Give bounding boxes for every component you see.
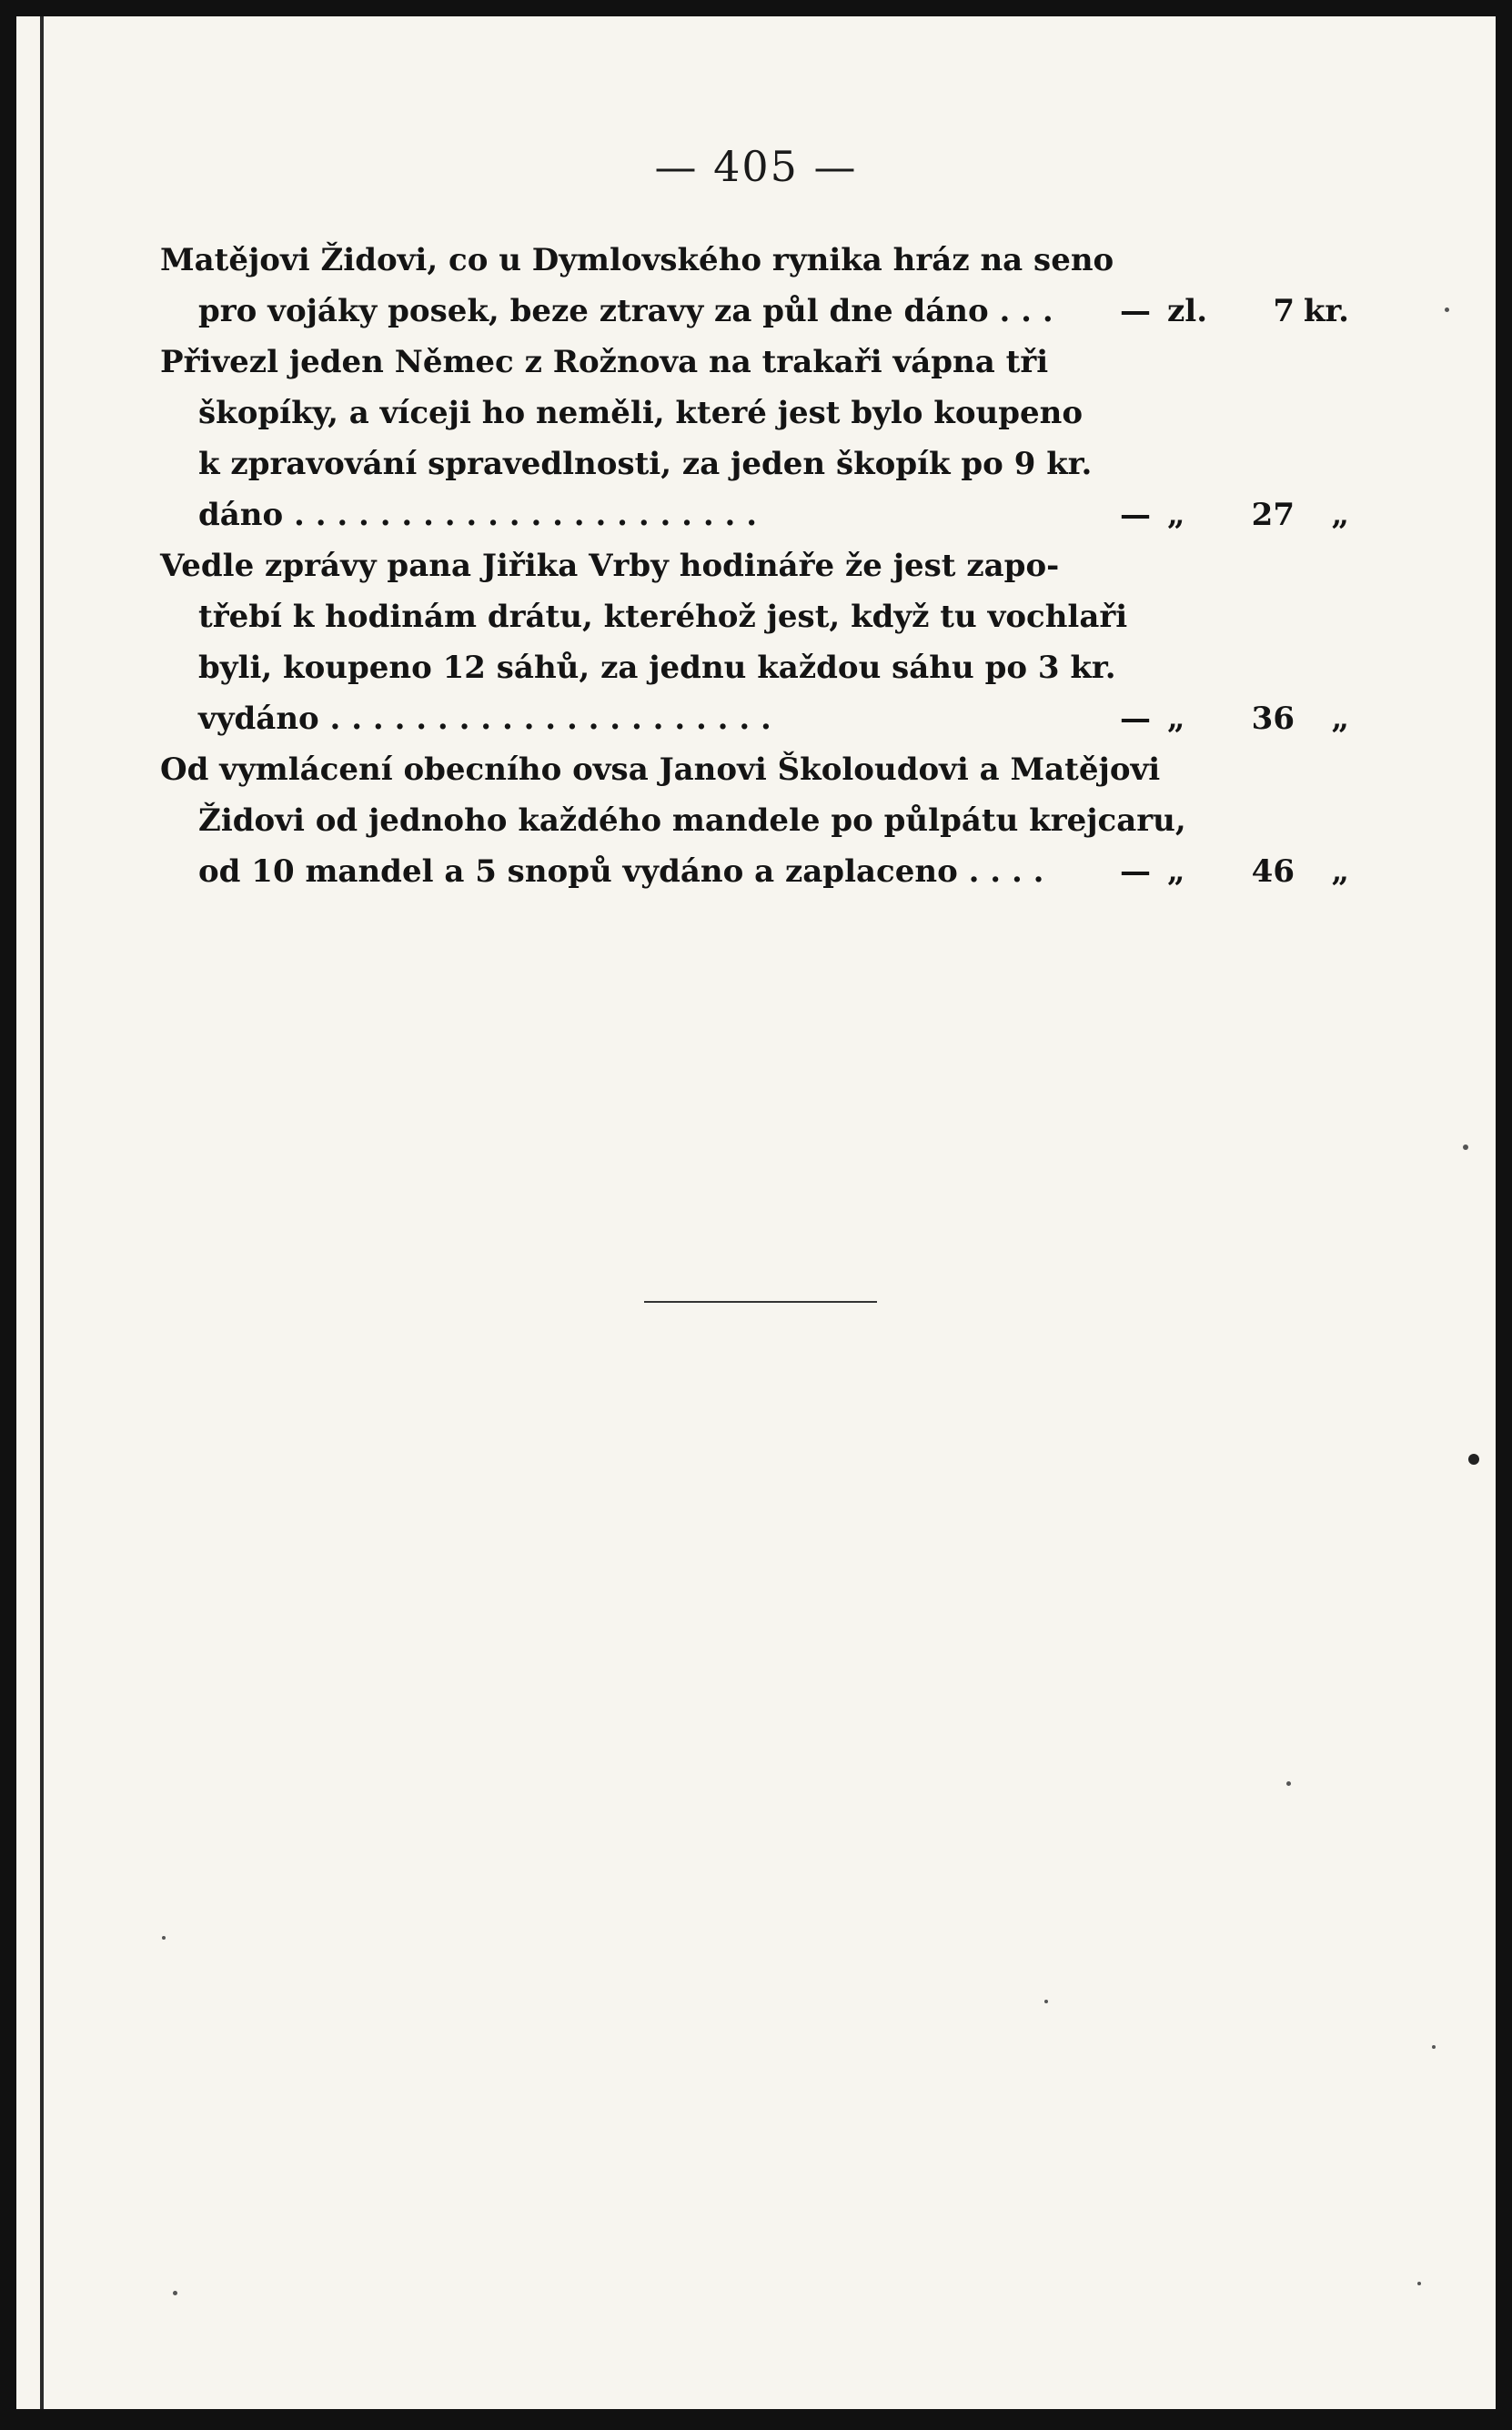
- page-number: — 405 —: [654, 142, 858, 191]
- ledger-line-text: vydáno . . . . . . . . . . . . . . . . . . . . .: [198, 701, 771, 737]
- amount-dash: —: [1120, 497, 1151, 533]
- ledger-line-text: byli, koupeno 12 sáhů, za jednu každou sáhu po 3 kr.: [198, 650, 1116, 686]
- amount-dash: —: [1120, 701, 1151, 737]
- amount-unit-suffix: „: [1331, 497, 1349, 533]
- ledger-amount: [1120, 693, 1349, 744]
- section-rule: [644, 1301, 877, 1303]
- scan-speck: [1468, 1454, 1479, 1465]
- ledger-line-text: dáno . . . . . . . . . . . . . . . . . . . . . .: [198, 497, 758, 533]
- scan-speck: [162, 1936, 166, 1940]
- ledger-line: [160, 642, 1343, 693]
- scan-speck: [1286, 1781, 1291, 1786]
- ledger-line-text: k zpravování spravedlnosti, za jeden škopík po 9 kr.: [198, 446, 1093, 482]
- ledger-amount: [1120, 489, 1349, 540]
- amount-value: 46: [1251, 853, 1295, 890]
- ledger-line: [160, 744, 1343, 795]
- ledger-line: [160, 439, 1343, 489]
- ledger-line-text: škopíky, a víceji ho neměli, které jest bylo koupeno: [198, 395, 1084, 431]
- amount-dash: —: [1120, 293, 1151, 329]
- ledger-line-text: pro vojáky posek, beze ztravy za půl dne dáno . . .: [198, 293, 1053, 329]
- ledger-line-text: třebí k hodinám drátu, kteréhož jest, když tu vochlaři: [198, 599, 1128, 635]
- amount-value: 27: [1251, 497, 1295, 533]
- amount-value: 7: [1273, 293, 1295, 329]
- amount-unit-prefix: zl.: [1167, 293, 1208, 329]
- scan-speck: [1044, 2000, 1048, 2003]
- page-edge-shadow: [40, 16, 44, 2409]
- amount-unit-suffix: „: [1331, 853, 1349, 890]
- ledger-line: [160, 846, 1349, 897]
- scan-speck: [173, 2291, 177, 2295]
- amount-unit-prefix: „: [1167, 701, 1185, 737]
- ledger-line: [160, 388, 1343, 439]
- ledger-line: [160, 235, 1343, 286]
- scan-speck: [1445, 308, 1449, 312]
- ledger-line-text: Od vymlácení obecního ovsa Janovi Školoudovi a Matějovi: [160, 751, 1161, 788]
- ledger-line-text: Vedle zprávy pana Jiřika Vrby hodináře že jest zapo-: [160, 548, 1060, 584]
- scan-speck: [1463, 1144, 1468, 1150]
- ledger-amount: [1120, 846, 1349, 897]
- ledger-line: [160, 693, 1349, 744]
- scan-speck: [1432, 2045, 1436, 2049]
- ledger-line-text: od 10 mandel a 5 snopů vydáno a zaplaceno . . . .: [198, 853, 1044, 890]
- amount-value: 36: [1251, 701, 1295, 737]
- ledger-line: [160, 540, 1343, 591]
- document-page: [16, 16, 1496, 2409]
- ledger-line: [160, 286, 1349, 337]
- scan-speck: [1417, 2282, 1421, 2285]
- ledger-line-text: Přivezl jeden Němec z Rožnova na trakaři vápna tři: [160, 344, 1049, 380]
- ledger-line: [160, 795, 1343, 846]
- amount-dash: —: [1120, 853, 1151, 890]
- ledger-line: [160, 591, 1343, 642]
- ledger-line: [160, 489, 1349, 540]
- ledger-entries: [160, 235, 1349, 897]
- amount-unit-prefix: „: [1167, 853, 1185, 890]
- amount-unit-suffix: „: [1331, 701, 1349, 737]
- amount-unit-prefix: „: [1167, 497, 1185, 533]
- ledger-line-text: Matějovi Židovi, co u Dymlovského rynika hráz na seno: [160, 242, 1114, 278]
- ledger-line: [160, 337, 1343, 388]
- ledger-line-text: Židovi od jednoho každého mandele po půlpátu krejcaru,: [198, 802, 1186, 839]
- ledger-amount: [1120, 286, 1349, 337]
- amount-unit-suffix: kr.: [1303, 293, 1349, 329]
